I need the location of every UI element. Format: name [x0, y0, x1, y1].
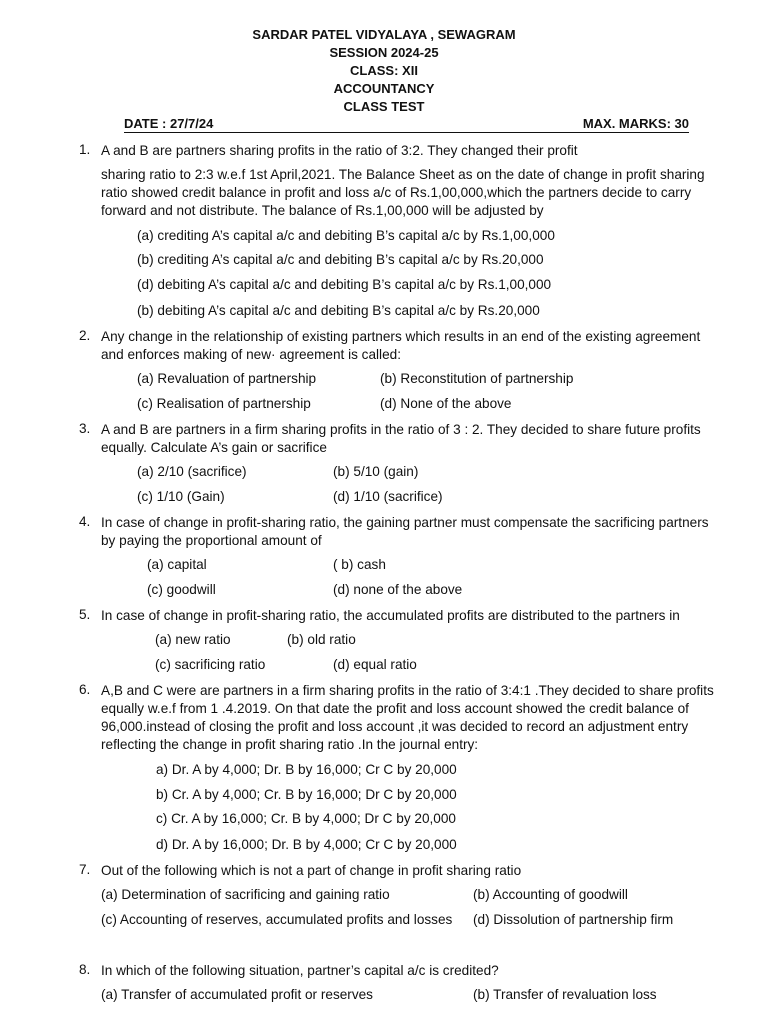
class-label: CLASS: XII — [350, 63, 418, 78]
q1-option: (a) crediting A’s capital a/c and debiting B’s capital a/c by Rs.1,00,000 — [137, 228, 555, 243]
school-name: SARDAR PATEL VIDYALAYA , SEWAGRAM — [252, 27, 516, 42]
question-8-number: 8. — [79, 962, 91, 977]
question-2-text: Any change in the relationship of existing partners which results in an end of the existing agreement and enforces making of new· agreement is called: — [101, 329, 701, 362]
q7-option: (c) Accounting of reserves, accumulated profits and losses — [101, 912, 453, 927]
q6-option: d) Dr. A by 16,000; Dr. B by 4,000; Cr C by 20,000 — [156, 837, 457, 852]
question-1-line1: A and B are partners sharing profits in the ratio of 3:2. They changed their profit — [101, 143, 578, 158]
q3-option: (d) 1/10 (sacrifice) — [333, 489, 443, 504]
q4-option: (d) none of the above — [333, 582, 463, 597]
q4-option: (c) goodwill — [147, 582, 216, 597]
q2-option: (b) Reconstitution of partnership — [380, 371, 574, 386]
q6-option: a) Dr. A by 4,000; Dr. B by 16,000; Cr C by 20,000 — [156, 762, 457, 777]
q1-option: (b) debiting A’s capital a/c and debiting B’s capital a/c by Rs.20,000 — [137, 303, 540, 318]
question-5-number: 5. — [79, 607, 91, 622]
question-7-number: 7. — [79, 862, 91, 877]
q1-option: (b) crediting A’s capital a/c and debiting B’s capital a/c by Rs.20,000 — [137, 252, 544, 267]
q1-option: (d) debiting A’s capital a/c and debiting B’s capital a/c by Rs.1,00,000 — [137, 277, 552, 292]
question-3-number: 3. — [79, 421, 91, 436]
q7-option: (b) Accounting of goodwill — [473, 887, 628, 902]
q7-option: (d) Dissolution of partnership firm — [473, 912, 674, 927]
q3-option: (b) 5/10 (gain) — [333, 464, 419, 479]
q6-option: c) Cr. A by 16,000; Cr. B by 4,000; Dr C by 20,000 — [156, 811, 456, 826]
q5-option: (b) old ratio — [287, 632, 356, 647]
question-1-number: 1. — [79, 142, 91, 157]
q5-option: (c) sacrificing ratio — [155, 657, 266, 672]
max-marks: MAX. MARKS: 30 — [582, 116, 689, 131]
q2-option: (a) Revaluation of partnership — [137, 371, 317, 386]
q8-option: (b) Transfer of revaluation loss — [473, 987, 657, 1002]
q6-option: b) Cr. A by 4,000; Cr. B by 16,000; Dr C by 20,000 — [156, 787, 457, 802]
date-marks-line — [124, 116, 689, 133]
q2-option: (c) Realisation of partnership — [137, 396, 311, 411]
question-1-text: sharing ratio to 2:3 w.e.f 1st April,2021. The Balance Sheet as on the date of change in profit sharing ratio showed credit balance in profit and loss a/c of Rs.1,00,000,which the partners decide to carry forward and not distribute. The balance of Rs.1,00,000 will be adjusted by — [101, 167, 705, 218]
question-6-text: A,B and C were are partners in a firm sharing profits in the ratio of 3:4:1 .They decided to share profits equally w.e.f from 1 .4.2019. On that date the profit and loss account showed the credit balance of 96,000.instead of closing the profit and loss account ,it was decided to record an adjustment entry reflecting the change in profit sharing ratio .In the journal entry: — [101, 683, 714, 752]
q4-option: (a) capital — [147, 557, 207, 572]
question-2-number: 2. — [79, 328, 91, 343]
test-date: DATE : 27/7/24 — [124, 116, 214, 131]
question-3-text: A and B are partners in a firm sharing profits in the ratio of 3 : 2. They decided to share future profits equally. Calculate A’s gain or sacrifice — [101, 422, 701, 455]
question-5-text: In case of change in profit-sharing ratio, the accumulated profits are distributed to the partners in — [101, 608, 680, 623]
q2-option: (d) None of the above — [380, 396, 512, 411]
q3-option: (c) 1/10 (Gain) — [137, 489, 225, 504]
q3-option: (a) 2/10 (sacrifice) — [137, 464, 247, 479]
subject: ACCOUNTANCY — [333, 81, 435, 96]
q7-option: (a) Determination of sacrificing and gaining ratio — [101, 887, 390, 902]
q5-option: (a) new ratio — [155, 632, 231, 647]
test-title: CLASS TEST — [343, 99, 425, 114]
q4-option: ( b) cash — [333, 557, 386, 572]
q5-option: (d) equal ratio — [333, 657, 417, 672]
q8-option: (a) Transfer of accumulated profit or reserves — [101, 987, 373, 1002]
session: SESSION 2024-25 — [329, 45, 439, 60]
question-7-text: Out of the following which is not a part of change in profit sharing ratio — [101, 863, 522, 878]
question-6-number: 6. — [79, 682, 91, 697]
question-8-text: In which of the following situation, partner’s capital a/c is credited? — [101, 963, 499, 978]
question-4-number: 4. — [79, 514, 91, 529]
question-4-text: In case of change in profit-sharing ratio, the gaining partner must compensate the sacrificing partners by paying the proportional amount of — [101, 515, 709, 548]
